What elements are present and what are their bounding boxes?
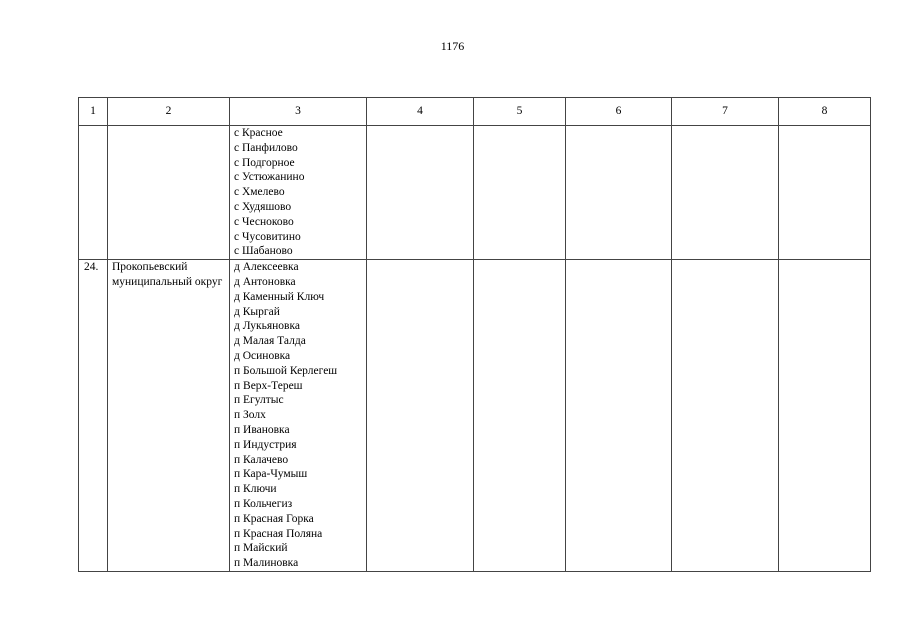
settlement-item: п Ивановка xyxy=(234,423,290,436)
settlements-cell xyxy=(230,126,367,260)
empty-cell-col-7 xyxy=(672,126,779,260)
header-col-4: 4 xyxy=(367,98,474,126)
settlement-item: д Кыргай xyxy=(234,305,280,318)
empty-cell-col-7 xyxy=(672,260,779,572)
header-col-5: 5 xyxy=(474,98,566,126)
row-number-cell xyxy=(79,126,108,260)
district-cell xyxy=(108,126,230,260)
settlement-item: с Чесноково xyxy=(234,215,294,228)
table-row-24 xyxy=(79,260,871,572)
settlement-item: д Антоновка xyxy=(234,275,296,288)
settlement-item: с Красное xyxy=(234,127,283,139)
settlement-item: п Красная Поляна xyxy=(234,527,323,540)
settlement-item: д Алексеевка xyxy=(234,261,299,274)
empty-cell-col-8 xyxy=(779,260,871,572)
settlement-item: п Егултыс xyxy=(234,394,284,407)
empty-cell-col-4 xyxy=(367,260,474,572)
settlement-item: п Кольчегиз xyxy=(234,497,293,510)
row-number-cell xyxy=(79,260,108,572)
district-cell xyxy=(108,260,230,572)
settlement-item: п Золх xyxy=(234,409,266,422)
settlement-item: п Большой Керлегеш xyxy=(234,364,338,377)
district-name: Прокопьевский муниципальный округ xyxy=(112,261,223,288)
settlement-item: с Худяшово xyxy=(234,200,292,213)
settlement-item: с Подгорное xyxy=(234,156,295,169)
empty-cell-col-6 xyxy=(566,260,672,572)
settlement-item: п Индустрия xyxy=(234,438,297,451)
settlements-cell xyxy=(230,260,367,572)
empty-cell-col-8 xyxy=(779,126,871,260)
settlement-item: д Лукьяновка xyxy=(234,320,300,333)
header-col-8: 8 xyxy=(779,98,871,126)
settlement-item: с Устюжанино xyxy=(234,171,305,184)
settlement-item: п Майский xyxy=(234,542,288,555)
header-row xyxy=(79,98,871,126)
settlement-item: п Ключи xyxy=(234,483,277,496)
page-number: 1176 xyxy=(440,39,465,53)
row-number: 24. xyxy=(84,261,99,274)
header-col-6: 6 xyxy=(566,98,672,126)
settlement-item: п Верх-Тереш xyxy=(234,379,303,392)
settlement-item: д Осиновка xyxy=(234,349,291,362)
settlement-item: п Малиновка xyxy=(234,557,299,570)
empty-cell-col-5 xyxy=(474,126,566,260)
settlement-item: д Каменный Ключ xyxy=(234,290,325,303)
table-row-continuation xyxy=(79,126,871,260)
header-col-3: 3 xyxy=(230,98,367,126)
settlement-item: д Малая Талда xyxy=(234,335,306,348)
empty-cell-col-5 xyxy=(474,260,566,572)
settlement-item: с Панфилово xyxy=(234,141,298,154)
settlement-item: п Калачево xyxy=(234,453,289,466)
settlement-item: с Чусовитино xyxy=(234,230,301,243)
header-col-2: 2 xyxy=(108,98,230,126)
settlement-item: с Хмелево xyxy=(234,186,285,199)
settlement-item: п Кара-Чумыш xyxy=(234,468,308,481)
settlements-table xyxy=(78,97,871,572)
empty-cell-col-6 xyxy=(566,126,672,260)
header-col-1: 1 xyxy=(79,98,108,126)
empty-cell-col-4 xyxy=(367,126,474,260)
settlement-item: п Красная Горка xyxy=(234,512,314,525)
header-col-7: 7 xyxy=(672,98,779,126)
settlement-item: с Шабаново xyxy=(234,245,293,258)
